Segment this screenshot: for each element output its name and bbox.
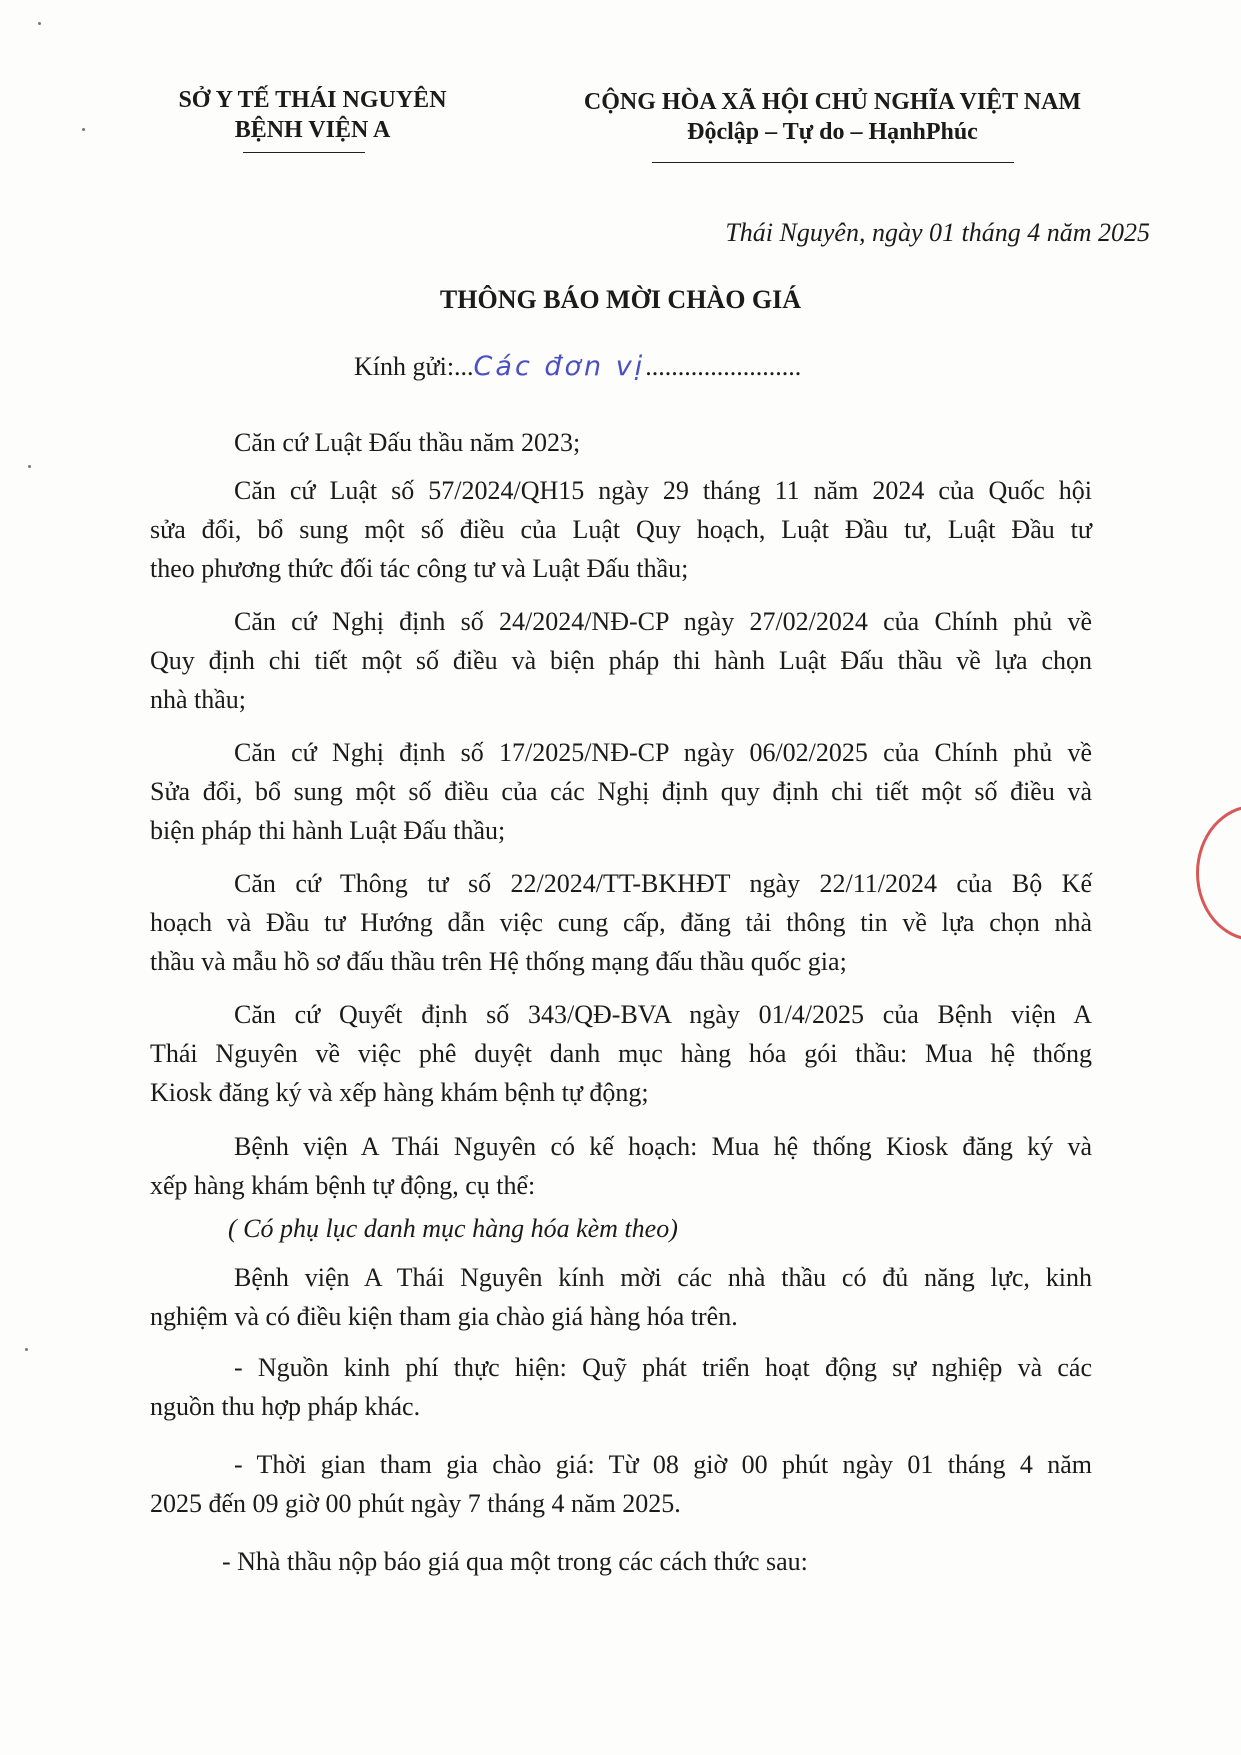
invitation-paragraph — [150, 1258, 1092, 1336]
text-line: nghiệm và có điều kiện tham gia chào giá hàng hóa trên. — [150, 1302, 738, 1331]
legal-basis-6 — [150, 995, 1092, 1112]
timeframe-paragraph — [150, 1445, 1092, 1523]
text-line: Căn cứ Thông tư số 22/2024/TT-BKHĐT ngày 22/11/2024 của Bộ Kế — [234, 869, 1092, 898]
issuer-block — [140, 85, 485, 145]
document-title: THÔNG BÁO MỜI CHÀO GIÁ — [439, 285, 802, 314]
text-line: Bệnh viện A Thái Nguyên kính mời các nhà thầu có đủ năng lực, kinh — [234, 1263, 1092, 1292]
red-stamp-edge — [1196, 805, 1241, 941]
legal-basis-5 — [150, 864, 1092, 981]
legal-basis-3 — [150, 602, 1092, 719]
text-line: 2025 đến 09 giờ 00 phút ngày 7 tháng 4 năm 2025. — [150, 1489, 681, 1518]
funding-paragraph — [150, 1348, 1092, 1426]
issuer-hospital: BỆNH VIỆN A — [234, 117, 391, 143]
issuer-department: SỞ Y TẾ THÁI NGUYÊN — [178, 87, 447, 113]
text-line: Căn cứ Quyết định số 343/QĐ-BVA ngày 01/4/2025 của Bệnh viện A — [234, 1000, 1092, 1029]
recipient-label: Kính gửi: — [354, 352, 455, 381]
text-line: xếp hàng khám bệnh tự động, cụ thể: — [150, 1171, 536, 1200]
appendix-note: ( Có phụ lục danh mục hàng hóa kèm theo) — [228, 1214, 678, 1243]
national-name: CỘNG HÒA XÃ HỘI CHỦ NGHĨA VIỆT NAM — [583, 89, 1082, 115]
text-line: Căn cứ Luật Đấu thầu năm 2023; — [234, 428, 581, 457]
text-line: Kiosk đăng ký và xếp hàng khám bệnh tự động; — [150, 1078, 649, 1107]
text-line: Sửa đổi, bổ sung một số điều của các Nghị định quy định chi tiết một số điều và — [150, 777, 1092, 806]
national-motto: Độclập – Tự do – HạnhPhúc — [687, 119, 978, 145]
recipient-handwritten: Các đơn vị — [473, 351, 646, 382]
legal-basis-1 — [150, 423, 1092, 462]
text-line: nhà thầu; — [150, 685, 247, 714]
text-line: thầu và mẫu hồ sơ đấu thầu trên Hệ thống mạng đấu thầu quốc gia; — [150, 947, 847, 976]
recipient-dots-after: ........................ — [645, 352, 802, 381]
plan-paragraph — [150, 1127, 1092, 1205]
date-line: Thái Nguyên, ngày 01 tháng 4 năm 2025 — [725, 218, 1150, 247]
text-line: Thái Nguyên về việc phê duyệt danh mục hàng hóa gói thầu: Mua hệ thống — [150, 1039, 1092, 1068]
submission-line: - Nhà thầu nộp báo giá qua một trong các cách thức sau: — [222, 1547, 808, 1576]
scan-speck — [28, 465, 31, 468]
scan-speck — [25, 1348, 28, 1351]
text-line: biện pháp thi hành Luật Đấu thầu; — [150, 816, 506, 845]
text-line: Quy định chi tiết một số điều và biện pháp thi hành Luật Đấu thầu về lựa chọn — [150, 646, 1092, 675]
text-line: - Nguồn kinh phí thực hiện: Quỹ phát triển hoạt động sự nghiệp và các — [234, 1353, 1092, 1382]
issuer-underline — [243, 152, 365, 153]
text-line: Căn cứ Nghị định số 24/2024/NĐ-CP ngày 27/02/2024 của Chính phủ về — [234, 607, 1092, 636]
text-line: Bệnh viện A Thái Nguyên có kế hoạch: Mua hệ thống Kiosk đăng ký và — [234, 1132, 1092, 1161]
text-line: - Thời gian tham gia chào giá: Từ 08 giờ 00 phút ngày 01 tháng 4 năm — [234, 1450, 1092, 1479]
national-motto-block — [540, 87, 1125, 147]
recipient-dots-before: ... — [454, 352, 474, 381]
recipient-line — [354, 351, 801, 382]
scan-speck — [38, 22, 41, 25]
text-line: hoạch và Đầu tư Hướng dẫn việc cung cấp, đăng tải thông tin về lựa chọn nhà — [150, 908, 1092, 937]
text-line: theo phương thức đối tác công tư và Luật Đấu thầu; — [150, 554, 689, 583]
motto-underline — [652, 162, 1014, 163]
text-line: Căn cứ Nghị định số 17/2025/NĐ-CP ngày 06/02/2025 của Chính phủ về — [234, 738, 1092, 767]
text-line: nguồn thu hợp pháp khác. — [150, 1392, 421, 1421]
text-line: Căn cứ Luật số 57/2024/QH15 ngày 29 tháng 11 năm 2024 của Quốc hội — [234, 476, 1092, 505]
legal-basis-2 — [150, 471, 1092, 588]
text-line: sửa đổi, bổ sung một số điều của Luật Quy hoạch, Luật Đầu tư, Luật Đầu tư — [150, 515, 1092, 544]
scan-speck — [82, 128, 85, 131]
legal-basis-4 — [150, 733, 1092, 850]
